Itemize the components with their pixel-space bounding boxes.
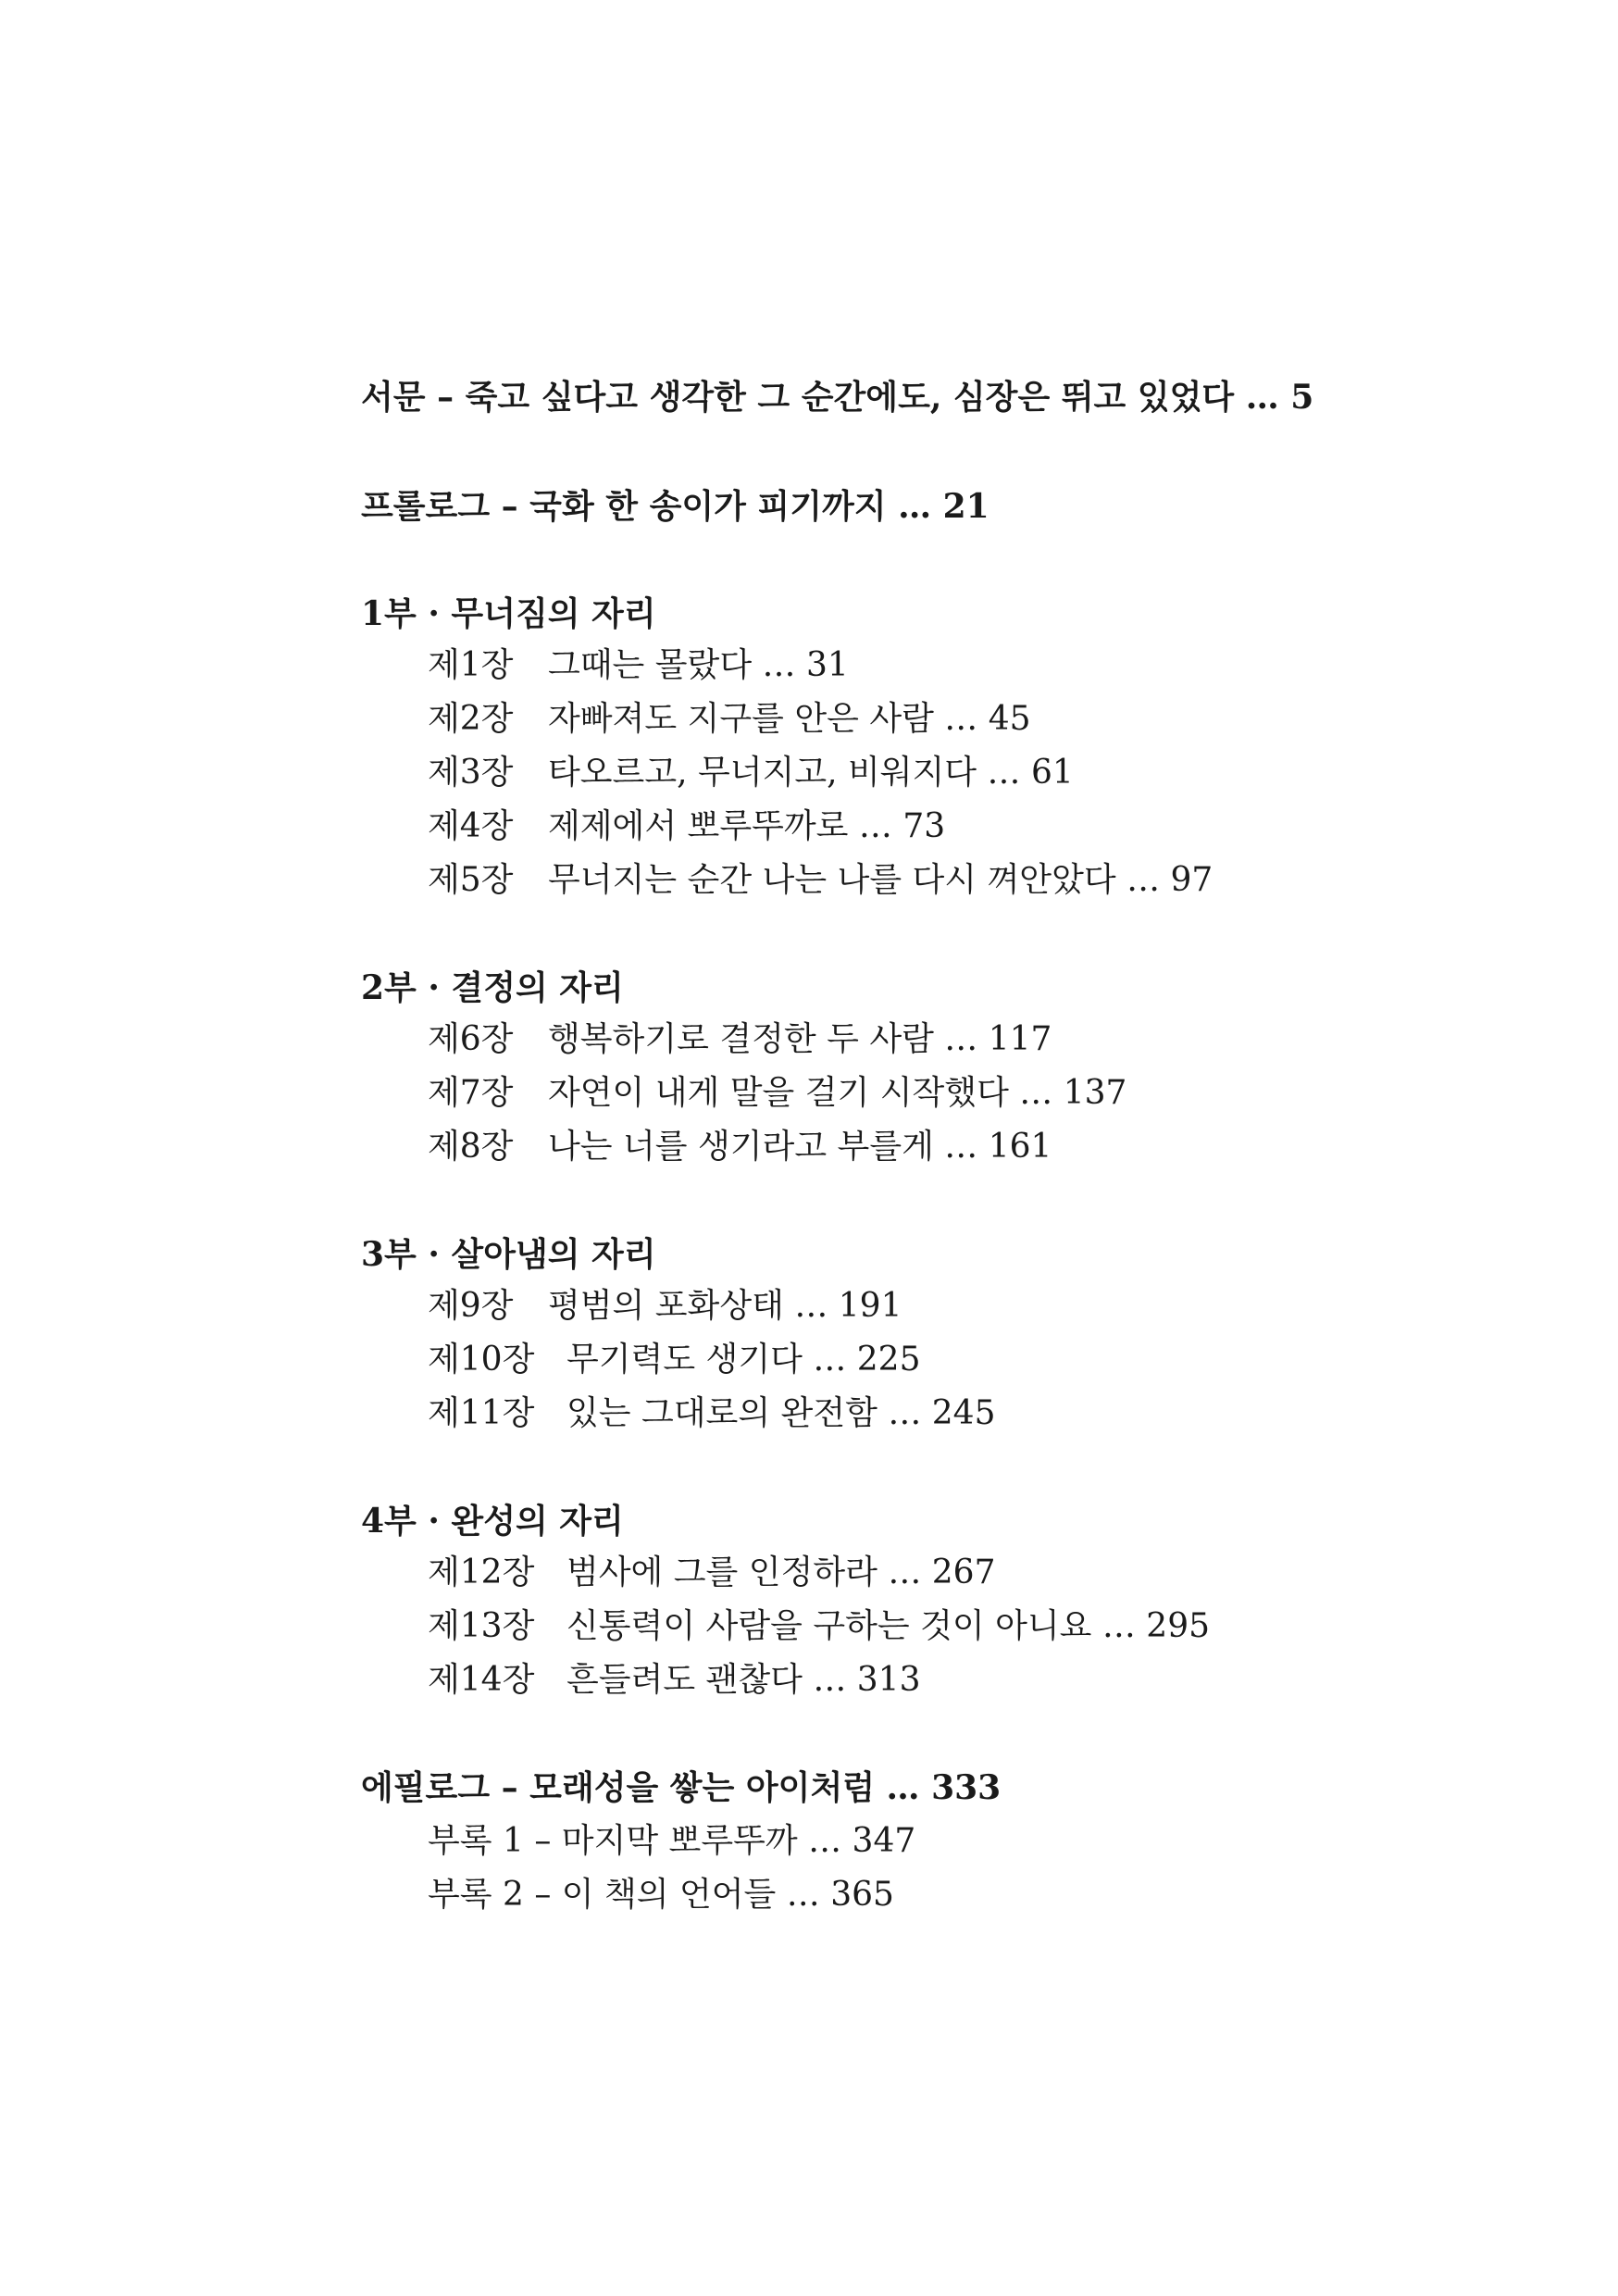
chapter-entry[interactable]	[428, 806, 945, 847]
chapter-title: 있는 그대로의 완전함 … 245	[566, 1394, 996, 1432]
chapter-number: 제6장	[428, 1020, 514, 1058]
chapter-number: 제2장	[428, 700, 514, 738]
toc-preface[interactable]: 서문 – 죽고 싶다고 생각한 그 순간에도, 심장은 뛰고 있었다 … 5	[361, 378, 1314, 417]
chapter-entry[interactable]	[428, 1340, 920, 1380]
chapter-entry[interactable]	[428, 699, 1031, 740]
toc-prologue[interactable]: 프롤로그 – 국화 한 송이가 피기까지 … 21	[361, 487, 989, 526]
chapter-entry[interactable]	[428, 1073, 1126, 1114]
chapter-number: 제12장	[428, 1554, 535, 1591]
chapter-number: 제8장	[428, 1128, 514, 1166]
part-4-heading[interactable]: 4부 · 완성의 자리	[361, 1502, 624, 1541]
chapter-title: 타오르고, 무너지고, 비워지다 … 61	[548, 754, 1074, 792]
chapter-number: 제3장	[428, 754, 514, 792]
chapter-title: 제제에서 뽀루뚜까로 … 73	[548, 807, 946, 845]
chapter-title: 흔들려도 괜찮다 … 313	[566, 1661, 921, 1699]
chapter-entry[interactable]	[428, 1660, 920, 1701]
chapter-number: 제5장	[428, 861, 514, 899]
chapter-title: 무기력도 생기다 … 225	[566, 1341, 921, 1379]
chapter-entry[interactable]	[428, 1127, 1052, 1167]
chapter-number: 제9장	[428, 1287, 514, 1325]
chapter-entry[interactable]	[428, 645, 849, 686]
chapter-number: 제7장	[428, 1074, 514, 1112]
chapter-title: 범사에 그를 인정하라 … 267	[566, 1554, 996, 1591]
chapter-title: 자빠져도 지구를 안은 사람 … 45	[548, 700, 1031, 738]
chapter-title: 자연이 내게 말을 걸기 시작했다 … 137	[548, 1074, 1127, 1112]
chapter-entry[interactable]	[428, 1286, 902, 1327]
part-1-heading[interactable]: 1부 · 무너짐의 자리	[361, 594, 656, 633]
chapter-entry[interactable]	[428, 1019, 1052, 1060]
toc-epilogue[interactable]: 에필로그 – 모래성을 쌓는 아이처럼 … 333	[361, 1768, 1002, 1807]
chapter-entry[interactable]	[428, 1553, 995, 1593]
part-3-heading[interactable]: 3부 · 살아냄의 자리	[361, 1235, 656, 1274]
chapter-title: 나는 너를 생기라고 부를게 … 161	[548, 1128, 1052, 1166]
chapter-number: 제1장	[428, 646, 514, 684]
appendix-entry[interactable]: 부록 2 – 이 책의 언어들 … 365	[428, 1876, 894, 1914]
appendix-entry[interactable]: 부록 1 – 마지막 뽀루뚜까 … 347	[428, 1822, 916, 1860]
chapter-title: 행복하기로 결정한 두 사람 … 117	[548, 1020, 1052, 1058]
chapter-entry[interactable]	[428, 1393, 995, 1434]
chapter-number: 제10장	[428, 1341, 535, 1379]
chapter-number: 제11장	[428, 1394, 535, 1432]
chapter-entry[interactable]	[428, 1606, 1210, 1647]
part-2-heading[interactable]: 2부 · 결정의 자리	[361, 968, 624, 1007]
chapter-title: 그때는 몰랐다 … 31	[548, 646, 849, 684]
chapter-title: 평범의 포화상태 … 191	[548, 1287, 902, 1325]
chapter-title: 신통력이 사람을 구하는 것이 아니요 … 295	[566, 1607, 1211, 1645]
chapter-number: 제4장	[428, 807, 514, 845]
chapter-entry[interactable]	[428, 860, 1213, 901]
chapter-number: 제13장	[428, 1607, 535, 1645]
chapter-number: 제14장	[428, 1661, 535, 1699]
chapter-entry[interactable]	[428, 753, 1074, 793]
chapter-title: 무너지는 순간 나는 나를 다시 껴안았다 … 97	[548, 861, 1214, 899]
